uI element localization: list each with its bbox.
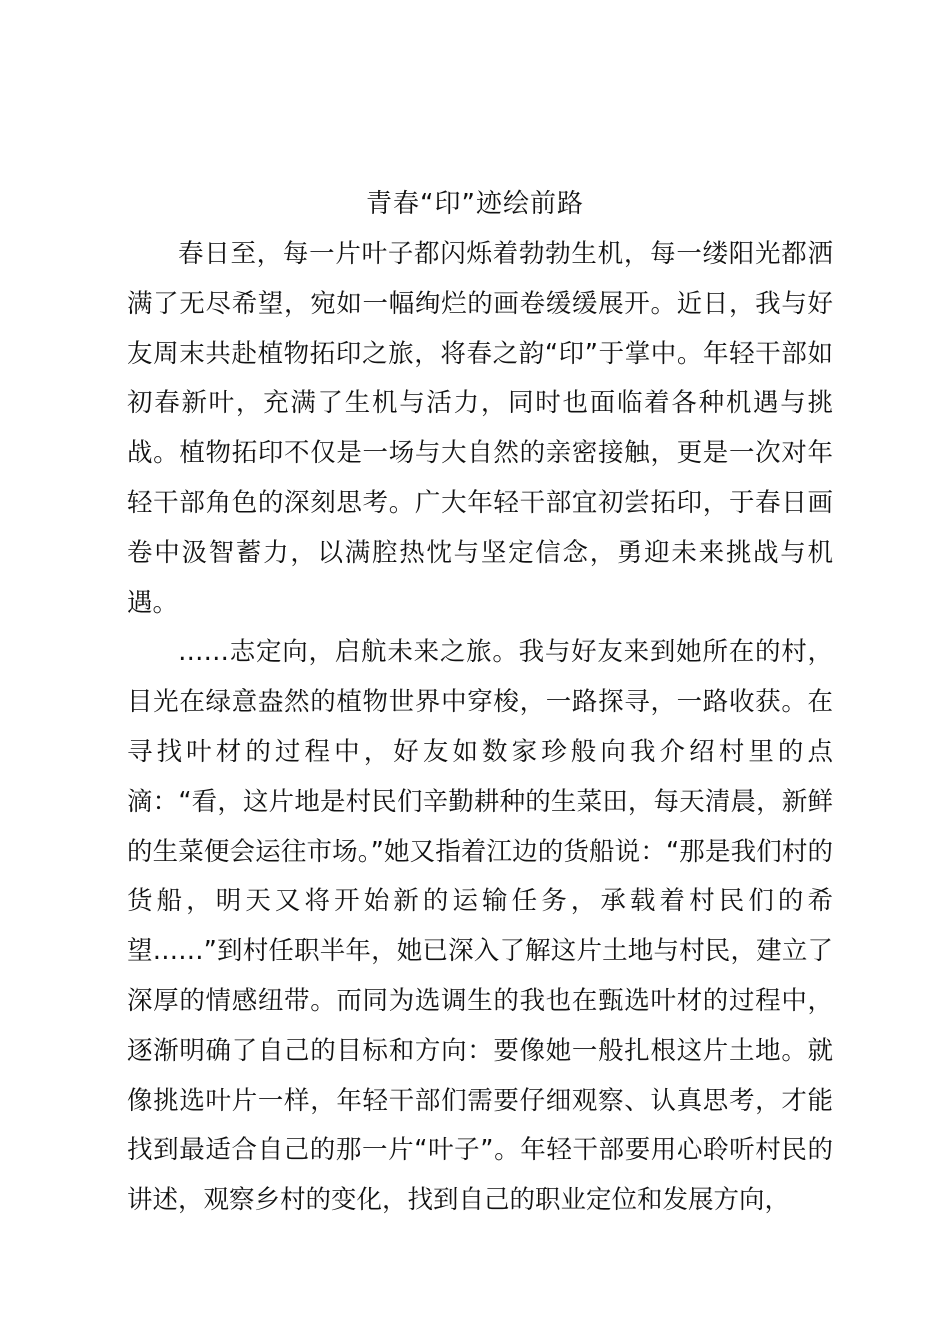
- document-title: 青春“印”迹绘前路: [366, 189, 584, 219]
- paragraph-1: 春日至，每一片叶子都闪烁着勃勃生机，每一缕阳光都洒满了无尽希望，宛如一幅绚烂的画卷缓缓展开。近日，我与好友周末共赴植物拓印之旅，将春之韵“印”于掌中。年轻干部如初春新叶，充满了生机与活力，同时也面临着各种机遇与挑战。植物拓印不仅是一场与大自然的亲密接触，更是一次对年轻干部角色的深刻思考。广大年轻干部宜初尝拓印，于春日画卷中汲智蓄力，以满腔热忱与坚定信念，勇迎未来挑战与机遇。: [127, 239, 833, 618]
- paragraph-2: ……志定向，启航未来之旅。我与好友来到她所在的村，目光在绿意盎然的植物世界中穿梭，一路探寻，一路收获。在寻找叶材的过程中，好友如数家珍般向我介绍村里的点滴：“看，这片地是村民们辛勤耕种的生菜田，每天清晨，新鲜的生菜便会运往市场。”她又指着江边的货船说：“那是我们村的货船，明天又将开始新的运输任务，承载着村民们的希望……”到村任职半年，她已深入了解这片土地与村民，建立了深厚的情感纽带。而同为选调生的我也在甄选叶材的过程中，逐渐明确了自己的目标和方向：要像她一般扎根这片土地。就像挑选叶片一样，年轻干部们需要仔细观察、认真思考，才能找到最适合自己的那一片“叶子”。年轻干部要用心聆听村民的讲述，观察乡村的变化，找到自己的职业定位和发展方向，: [127, 637, 833, 1216]
- document-body: [127, 230, 833, 1226]
